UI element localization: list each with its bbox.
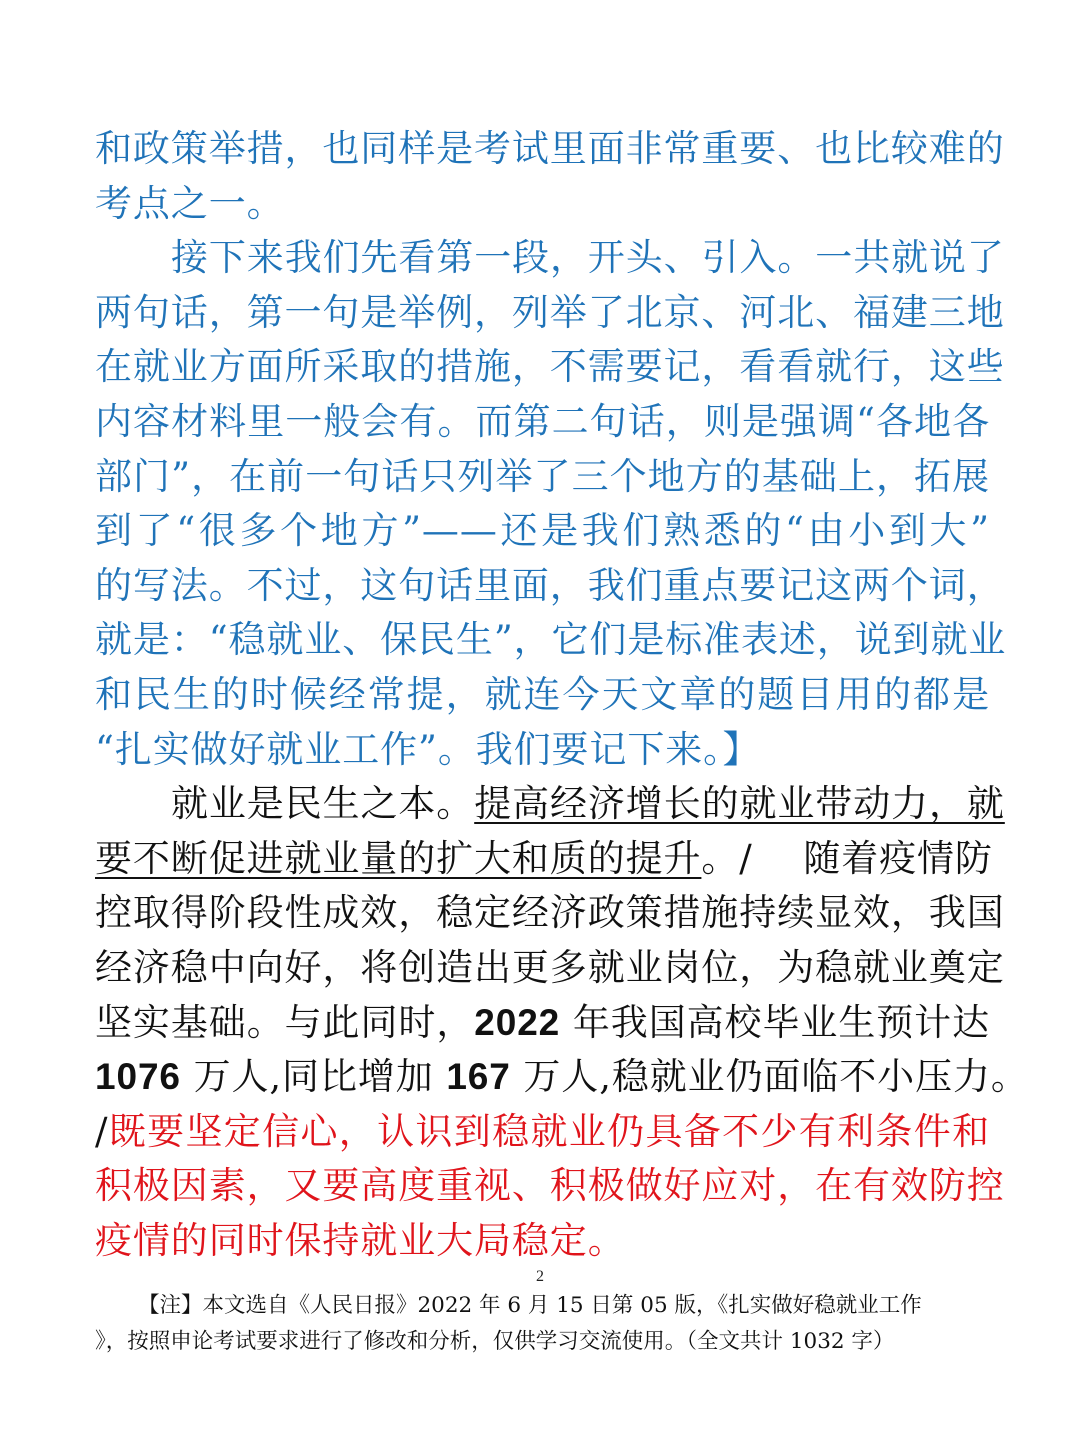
underlined-key-sentence: 要不断促进就业量的扩大和质的提升: [95, 836, 702, 880]
year-number: 2022: [474, 1001, 561, 1043]
commentary-line: 就是：“稳就业、保民生”，它们是标准表述，说到就业: [95, 618, 1007, 662]
article-text: 年我国高校毕业生预计达: [560, 1000, 991, 1044]
commentary-line: “扎实做好就业工作”。我们要记下来。】: [95, 727, 761, 771]
article-line: [95, 777, 1005, 832]
page-number: 2: [536, 1268, 544, 1285]
commentary-line: 和民生的时候经常提，就连今天文章的题目用的都是: [95, 672, 990, 716]
article-text: 万人,同比增加: [180, 1055, 447, 1099]
article-line: 经济稳中向好，将创造出更多就业岗位，为稳就业奠定: [95, 945, 1005, 989]
article-text: 就业是民生之本。: [171, 782, 475, 826]
body-text: [95, 122, 1029, 1268]
commentary-line: 在就业方面所采取的措施，不需要记，看看就行，这些: [95, 345, 1005, 389]
highlighted-line: 积极因素，又要高度重视、积极做好应对，在有效防控: [95, 1164, 1005, 1208]
article-line: 控取得阶段性成效，稳定经济政策措施持续显效，我国: [95, 891, 1005, 935]
footnote-line: 【注】本文选自《人民日报》2022 年 6 月 15 日第 05 版，《扎实做好稳就业工作: [138, 1293, 922, 1318]
article-text: 坚实基础。与此同时，: [95, 1000, 475, 1044]
article-text: 。/ 随着疫情防: [701, 836, 993, 880]
article-line: [95, 996, 990, 1051]
separator-slash: /: [95, 1109, 109, 1153]
footnote: [95, 1288, 990, 1360]
increase-number: 167: [446, 1056, 511, 1098]
highlighted-text: 既要坚定信心，认识到稳就业仍具备不少有利条件和: [108, 1109, 990, 1153]
commentary-line: 接下来我们先看第一段，开头、引入。一共就说了: [171, 236, 1005, 280]
commentary-line: 到了“很多个地方”——还是我们熟悉的“由小到大”: [95, 509, 990, 553]
commentary-line: 的写法。不过，这句话里面，我们重点要记这两个词，: [95, 563, 1005, 607]
graduates-number: 1076: [95, 1056, 181, 1098]
commentary-line: 考点之一。: [95, 181, 285, 225]
commentary-line: 两句话，第一句是举例，列举了北京、河北、福建三地: [95, 290, 1005, 334]
article-line: [95, 832, 993, 887]
article-text: 万人,稳就业仍面临不小压力。: [510, 1055, 1029, 1099]
underlined-key-sentence: 提高经济增长的就业带动力，就: [474, 782, 1005, 826]
article-line: [95, 1105, 990, 1160]
commentary-line: 内容材料里一般会有。而第二句话，则是强调“各地各: [95, 399, 990, 443]
article-line: [95, 1050, 1029, 1105]
footnote-line: 》，按照申论考试要求进行了修改和分析，仅供学习交流使用。（全文共计 1032 字）: [95, 1329, 895, 1354]
commentary-line: 和政策举措，也同样是考试里面非常重要、也比较难的: [95, 127, 1005, 170]
commentary-line: 部门”，在前一句话只列举了三个地方的基础上，拓展: [95, 454, 990, 498]
highlighted-line: 疫情的同时保持就业大局稳定。: [95, 1218, 626, 1262]
